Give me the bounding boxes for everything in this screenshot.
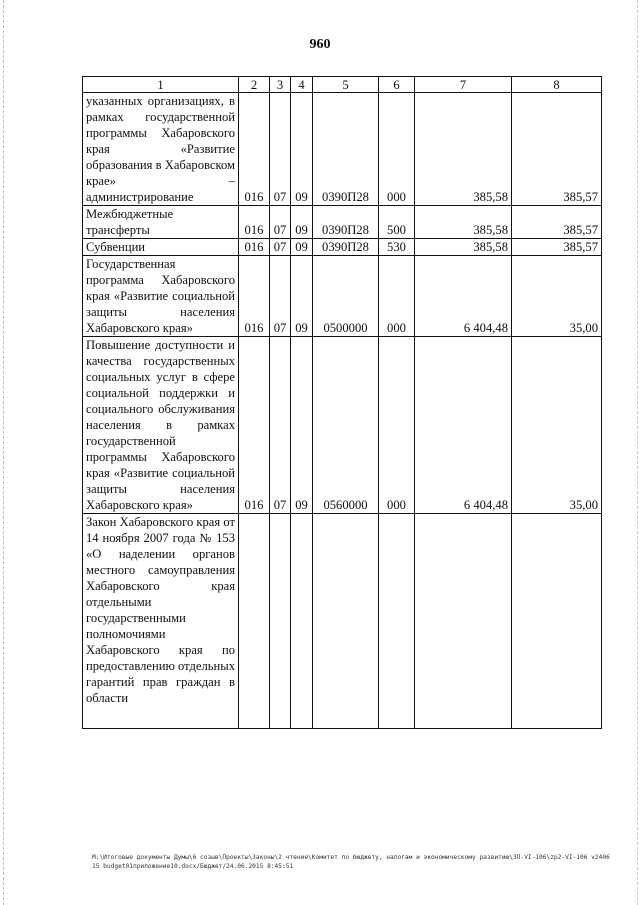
item-name: Субвенции: [83, 239, 239, 256]
target-article-code: 0500000: [313, 256, 379, 337]
amount-col8: 35,00: [512, 256, 602, 337]
amount-col8: 385,57: [512, 239, 602, 256]
expense-type-code: [379, 514, 415, 729]
page-number: 960: [309, 37, 331, 52]
expense-type-code: 000: [379, 337, 415, 514]
section-code: 07: [270, 206, 291, 239]
ministry-code: 016: [239, 239, 270, 256]
subsection-code: 09: [291, 256, 313, 337]
table-row: [83, 256, 602, 337]
target-article-code: [313, 514, 379, 729]
column-header: 6: [379, 77, 415, 93]
target-article-code: 0560000: [313, 337, 379, 514]
scan-edge: [0, 0, 4, 905]
ministry-code: 016: [239, 256, 270, 337]
ministry-code: 016: [239, 337, 270, 514]
amount-col7: 385,58: [415, 93, 512, 206]
amount-col7: [415, 514, 512, 729]
target-article-code: 0390П28: [313, 93, 379, 206]
section-code: 07: [270, 256, 291, 337]
table-header-row: [83, 77, 602, 93]
subsection-code: 09: [291, 93, 313, 206]
table-row: [83, 337, 602, 514]
item-name: указанных организациях, в рамках государственной программы Хабаровского края «Развитие образования в Хабаровском крае» – администрирование: [83, 93, 239, 206]
column-header: 5: [313, 77, 379, 93]
column-header: 3: [270, 77, 291, 93]
ministry-code: [239, 514, 270, 729]
subsection-code: [291, 514, 313, 729]
target-article-code: 0390П28: [313, 206, 379, 239]
column-header: 1: [83, 77, 239, 93]
amount-col8: [512, 514, 602, 729]
amount-col8: 35,00: [512, 337, 602, 514]
table-row: [83, 514, 602, 729]
item-name: Государственная программа Хабаровского края «Развитие социальной защиты населения Хабаровского края»: [83, 256, 239, 337]
amount-col7: 385,58: [415, 206, 512, 239]
amount-col7: 6 404,48: [415, 256, 512, 337]
expense-type-code: 000: [379, 93, 415, 206]
file-path-footer: M:\Итоговые документы Думы\6 созыв\Проекты\Законы\2 чтение\Комитет по бюджету, налогам и экономическому развитию\ЗП-VI-106\zp2-VI-106 v240615 budget01приложение10.docx/Бюджет/24.06.2015 8:45:51: [92, 854, 610, 870]
ministry-code: 016: [239, 206, 270, 239]
amount-col8: 385,57: [512, 206, 602, 239]
subsection-code: 09: [291, 206, 313, 239]
table-row: [83, 206, 602, 239]
item-name: Повышение доступности и качества государственных социальных услуг в сфере социальной поддержки и социального обслуживания населения в рамках государственной программы Хабаровского края «Развитие социальной защиты населения Хабаровского края»: [83, 337, 239, 514]
table-row: [83, 239, 602, 256]
expense-type-code: 530: [379, 239, 415, 256]
section-code: 07: [270, 239, 291, 256]
column-header: 2: [239, 77, 270, 93]
amount-col8: 385,57: [512, 93, 602, 206]
item-name: Закон Хабаровского края от 14 ноября 2007 года № 153 «О наделении органов местного самоуправления Хабаровского края отдельными государственными полномочиями Хабаровского края по предоставлению отдельных гарантий прав граждан в области: [83, 514, 239, 729]
item-name: Межбюджетные трансферты: [83, 206, 239, 239]
budget-table: [82, 76, 602, 729]
expense-type-code: 000: [379, 256, 415, 337]
column-header: 7: [415, 77, 512, 93]
column-header: 8: [512, 77, 602, 93]
subsection-code: 09: [291, 239, 313, 256]
expense-type-code: 500: [379, 206, 415, 239]
subsection-code: 09: [291, 337, 313, 514]
ministry-code: 016: [239, 93, 270, 206]
column-header: 4: [291, 77, 313, 93]
section-code: 07: [270, 337, 291, 514]
target-article-code: 0390П28: [313, 239, 379, 256]
section-code: [270, 514, 291, 729]
amount-col7: 6 404,48: [415, 337, 512, 514]
section-code: 07: [270, 93, 291, 206]
amount-col7: 385,58: [415, 239, 512, 256]
table-row: [83, 93, 602, 206]
